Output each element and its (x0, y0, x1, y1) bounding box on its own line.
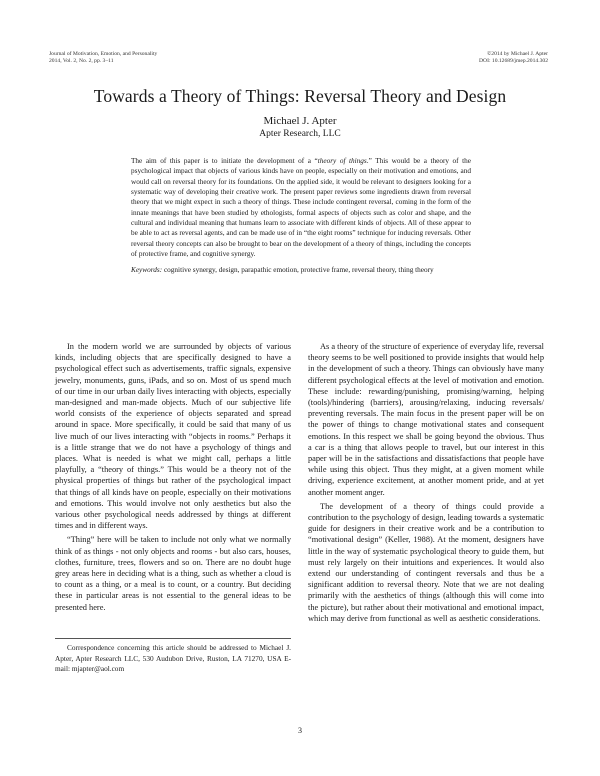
journal-name: Journal of Motivation, Emotion, and Personality (49, 51, 158, 57)
body-column-right (308, 341, 544, 624)
body-paragraph: “Thing” here will be taken to include not only what we normally think of as things - not only objects and rooms - but also cars, houses, clothes, furniture, trees, flowers and so on. There are no doubt huge grey areas here in deciding what is a thing, such as whether a cloud is to count as a thing, or a meal is to count, or a country. But deciding these in particular areas is not essential to the general ideas to be presented here. (55, 535, 291, 612)
footnote-rule (55, 638, 291, 639)
page-number: 3 (298, 726, 302, 735)
keywords-label: Keywords: (131, 266, 163, 275)
author-name: Michael J. Apter (263, 115, 337, 127)
copyright-info (479, 51, 548, 65)
author-affiliation: Apter Research, LLC (259, 129, 341, 139)
paper-title: Towards a Theory of Things: Reversal Theory and Design (93, 86, 507, 106)
body-paragraph: As a theory of the structure of experience of everyday life, reversal theory seems to be well positioned to provide insights that would help in the development of such a theory. Things can obviously have many different psychological effects at the level of motivation and emotion. These include: rewarding/punishing, promising/warning, helping (tools)/hindering (barriers), arousing/relaxing, inducing reversals/ preventing reversals. The main focus in the present paper will be on the power of things to change motivational states and consequent emotions. In this respect we shall be going beyond the obvious. Thus a car is a thing that allows people to travel, but our interest in this paper will be in the satisfactions and dissatisfactions that people have while using this object. Thus they might, at a given moment while driving, experience excitement, at another moment pride, and at yet another moment anger. (308, 342, 544, 497)
abstract-italic-phrase: theory of things (317, 157, 367, 165)
keywords-list: cognitive synergy, design, parapathic emotion, protective frame, reversal theory, thing theory (162, 266, 434, 275)
journal-volume: 2014, Vol. 2, No. 2, pp. 3–11 (49, 57, 114, 64)
journal-info (49, 51, 157, 65)
doi-line: DOI: 10.12689/jmep.2014.302 (479, 57, 548, 64)
abstract-part: The aim of this paper is to initiate the development of a “ (131, 157, 318, 165)
abstract-part: .” This would be a theory of the psychological impact that objects of various kinds have on people, especially on their motivation and emotions, and would call on reversal theory for its foundations. On the applied side, it would be relevant to designers looking for a systematic way of developing their creative work. The present paper reviews some ingredients drawn from reversal theory that we might expect in such a theory of things. These include contingent reversal, coming in the form of the innate meanings that have been studied by ethologists, formal aspects of objects such as color and shape, and the cultural and individual meaning that humans learn to associate with different kinds of objects. All of these appear to be able to act as reversal agents, and can be made use of in “the eight rooms” technique for inducing reversals. Other reversal theory concepts can also be brought to bear on the development of a theory of things, including the concepts of protective frame, and cognitive synergy. (131, 157, 471, 259)
body-paragraph: In the modern world we are surrounded by objects of various kinds, including objects that are specifically designed to have a psychological effect such as advertisements, traffic signals, expensive jewelry, monuments, guns, iPads, and so on. Most of us spend much of our time in our urban daily lives interacting with objects, especially man-designed and man-made objects. Much of our subjective life world consists of the experience of objects separated and spread around in space. More specifically, it could be said that many of us live much of our lives interacting with “objects in rooms.” Perhaps it is a little strange that we do not have a psychology of things and places. What is needed is what we might call, perhaps a little playfully, a “theory of things.” This would be a theory not of the physical properties of things but rather of the psychological impact that things of all kinds have on people, especially on their motivations and emotions. This would involve not only aesthetics but also the various other psychological needs addressed by things at different times and in different ways. (55, 342, 291, 531)
keywords (131, 265, 471, 275)
body-paragraph: The development of a theory of things could provide a contribution to the psychology of design, leading towards a systematic guide for designers in their creative work and be a contribution to “motivational design” (Keller, 1988). At the moment, designers have little in the way of systematic psychological theory to guide them, but must rely largely on their intuitions and experiences. It would also extend our understanding of contingent reversals and thus be a significant addition to reversal theory. Note that we are not dealing primarily with the aesthetics of things (although this will come into the picture), but rather about their motivational and emotional impact, which may derive from functional as well as aesthetic considerations. (308, 501, 544, 623)
abstract (131, 156, 471, 276)
correspondence-footnote: Correspondence concerning this article should be addressed to Michael J. Apter, Apter Research LLC, 530 Audubon Drive, Ruston, LA 71270, USA E-mail: mjapter@aol.com (55, 643, 291, 673)
body-column-left (55, 341, 291, 613)
copyright-line: ©2014 by Michael J. Apter (487, 51, 548, 57)
abstract-text (131, 156, 471, 259)
